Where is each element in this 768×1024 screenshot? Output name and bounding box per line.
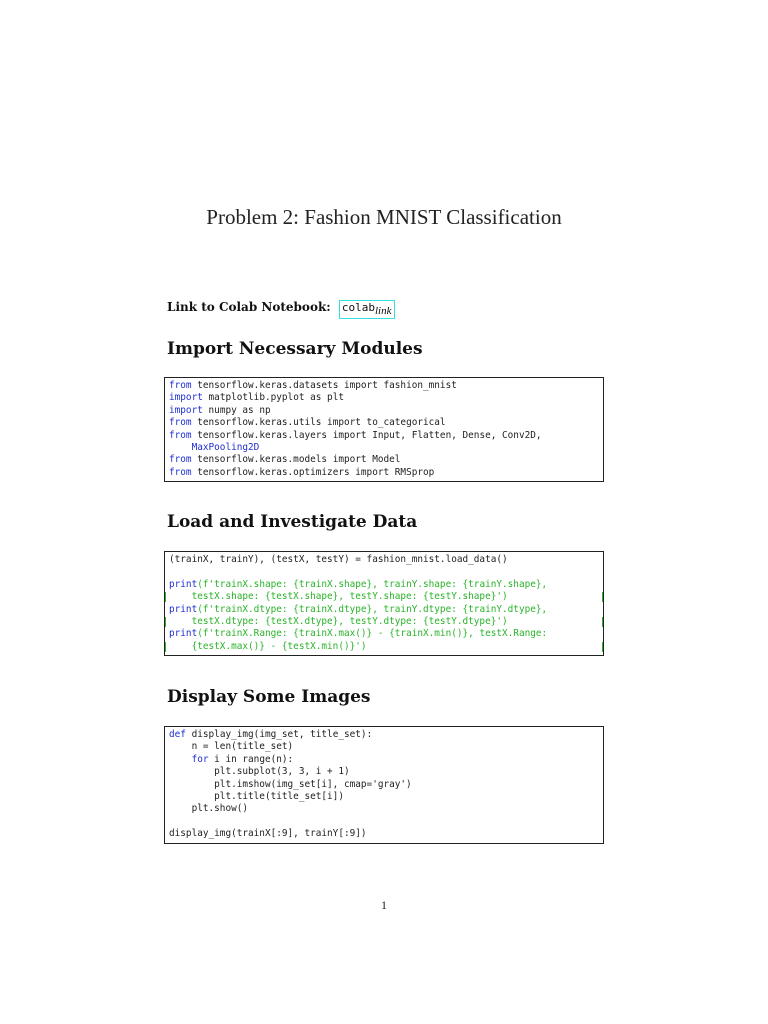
code-line: testX.shape: {testX.shape}, testY.shape: {testY.shape}') [169,591,599,603]
section-heading-import: Import Necessary Modules [167,339,423,359]
code-line: testX.dtype: {testX.dtype}, testY.dtype: {testY.dtype}') [169,616,599,628]
code-line: def display_img(img_set, title_set): [169,729,373,740]
page-number: 1 [381,898,387,912]
colab-link[interactable] [339,300,395,319]
code-line: display_img(trainX[:9], trainY[:9]) [169,828,367,840]
code-line: n = len(title_set) [191,741,294,753]
section-heading-load: Load and Investigate Data [167,512,418,532]
colab-link-subscript: link [375,305,392,318]
code-line: plt.title(title_set[i]) [214,790,344,802]
code-block-import [164,377,604,482]
code-line: plt.subplot(3, 3, i + 1) [214,766,350,778]
code-line: from tensorflow.keras.utils import to_categorical [169,417,446,429]
code-block-display [164,726,604,844]
code-line: {testX.max()} - {testX.min()}') [169,641,599,653]
code-line: import numpy as np [169,404,271,416]
code-line [169,816,599,828]
code-block-load [164,551,604,656]
code-line: print(f'trainX.shape: {trainX.shape}, trainY.shape: {trainY.shape}, [169,578,548,590]
page-title: Problem 2: Fashion MNIST Classification [206,205,562,229]
code-line: print(f'trainX.dtype: {trainX.dtype}, trainY.dtype: {trainY.dtype}, [169,603,548,615]
colab-link-line [167,300,395,319]
code-line: from tensorflow.keras.models import Model [169,454,401,466]
section-heading-display: Display Some Images [167,687,371,707]
code-line [169,566,599,578]
code-line: for i in range(n): [191,753,294,765]
code-line: import matplotlib.pyplot as plt [169,392,344,404]
code-line: from tensorflow.keras.datasets import fashion_mnist [169,380,457,391]
colab-link-text: colab [341,301,375,314]
code-line: MaxPooling2D [169,441,260,453]
code-line: from tensorflow.keras.layers import Input, Flatten, Dense, Conv2D, [169,429,542,441]
colab-link-label: Link to Colab Notebook: [167,300,331,314]
code-line: from tensorflow.keras.optimizers import RMSprop [169,466,435,478]
code-line: (trainX, trainY), (testX, testY) = fashion_mnist.load_data() [169,554,508,565]
code-line: print(f'trainX.Range: {trainX.max()} - {trainX.min()}, testX.Range: [169,628,548,640]
code-line: plt.show() [191,803,249,815]
code-line: plt.imshow(img_set[i], cmap='gray') [214,778,412,790]
